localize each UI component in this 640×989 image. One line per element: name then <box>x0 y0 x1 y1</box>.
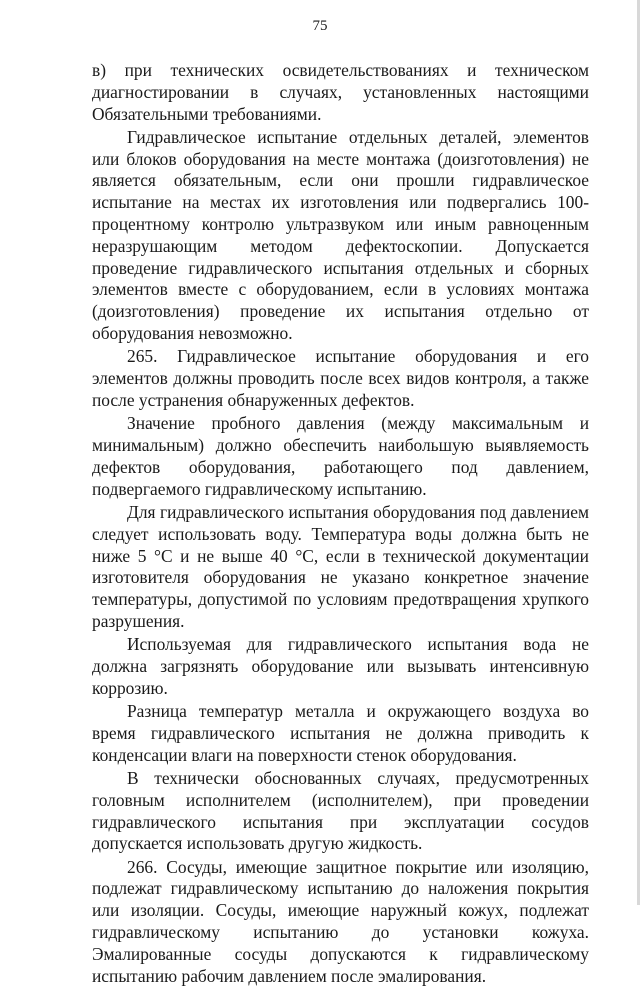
paragraph-other-liquid: В технически обоснованных случаях, предусмотренных головным исполнителем (исполнителем), при проведении гидравлического испытания при эксплуатации сосудов допускается использовать другую жидкость. <box>92 768 589 854</box>
paragraph-test-pressure: Значение пробного давления (между максимальным и минимальным) должно обеспечить наибольшую выявляемость дефектов оборудования, работающего под давлением, подвергаемого гидравлическому испытанию. <box>92 413 589 499</box>
paragraph-item-v: в) при технических освидетельствованиях и техническом диагностировании в случаях, установленных настоящими Обязательными требованиями. <box>92 60 589 124</box>
paragraph-water-corrosion: Используемая для гидравлического испытания вода не должна загрязнять оборудование или вызывать интенсивную коррозию. <box>92 634 589 698</box>
paragraph-water-temperature: Для гидравлического испытания оборудования под давлением следует использовать воду. Температура воды должна быть не ниже 5 °С и не выше 40 °С, если в технической документации изготовителя оборудования не указано конкретное значение температуры, допустимой по условиям предотвращения хрупкого разрушения. <box>92 501 589 631</box>
paragraph-hydraulic-test-parts: Гидравлическое испытание отдельных деталей, элементов или блоков оборудования на месте монтажа (доизготовления) не является обязательным, если они прошли гидравлическое испытание на местах их изготовления или подвергались 100-процентному контролю ультразвуком или иным равноценным неразрушающим методом дефектоскопии. Допускается проведение гидравлического испытания отдельных и сборных элементов вместе с оборудованием, если в условиях монтажа (доизготовления) проведение их испытания отдельно от оборудования невозможно. <box>92 126 589 344</box>
paragraph-266: 266. Сосуды, имеющие защитное покрытие или изоляцию, подлежат гидравлическому испытанию до наложения покрытия или изоляции. Сосуды, имеющие наружный кожух, подлежат гидравлическому испытанию до установки кожуха. Эмалированные сосуды допускаются к гидравлическому испытанию рабочим давлением после эмалирования. <box>92 856 589 986</box>
paragraph-condensation: Разница температур металла и окружающего воздуха во время гидравлического испытания не должна приводить к конденсации влаги на поверхности стенок оборудования. <box>92 701 589 765</box>
document-body <box>92 60 589 989</box>
paragraph-265: 265. Гидравлическое испытание оборудования и его элементов должны проводить после всех видов контроля, а также после устранения обнаруженных дефектов. <box>92 346 589 410</box>
page-number: 75 <box>312 18 328 34</box>
